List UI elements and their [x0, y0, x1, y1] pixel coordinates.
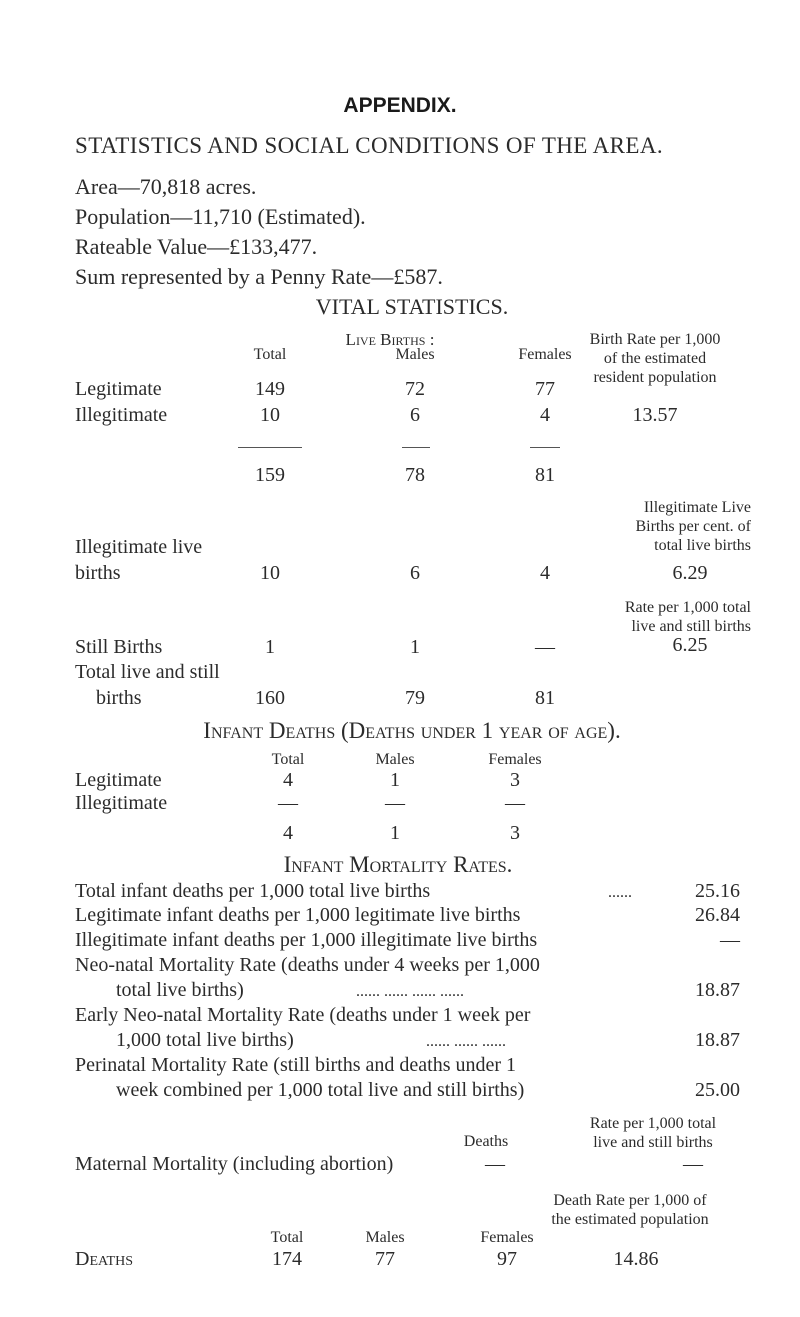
mortality-value-1: 25.16 [695, 880, 740, 902]
infant-col-males: Males [375, 751, 415, 768]
infant-deaths-heading: Infant Deaths (Deaths under 1 year of age). [203, 718, 621, 743]
total-live-still-total: 160 [255, 687, 285, 709]
leader-dots: ...... [608, 884, 632, 901]
mortality-item-1: Total infant deaths per 1,000 total live births [75, 880, 431, 902]
illegit-live-females: 4 [540, 562, 550, 584]
area-line: Area—70,818 acres. [75, 174, 257, 199]
deaths-males: 77 [375, 1248, 395, 1270]
infant-illegitimate-males: — [385, 792, 405, 814]
maternal-deaths-value: — [485, 1153, 505, 1175]
mortality-item-5-cont: 1,000 total live births) [116, 1029, 294, 1051]
legitimate-total: 149 [255, 378, 285, 400]
legitimate-label: Legitimate [75, 378, 162, 400]
mortality-value-6: 25.00 [695, 1079, 740, 1101]
total-live-still-females: 81 [535, 687, 555, 709]
population-line: Population—11,710 (Estimated). [75, 204, 366, 229]
deaths-total: 174 [272, 1248, 302, 1270]
infant-illegitimate-total: — [278, 792, 298, 814]
deaths-label: Deaths [75, 1248, 134, 1270]
mortality-item-6: Perinatal Mortality Rate (still births and deaths under 1 [75, 1054, 517, 1076]
col-total: Total [253, 346, 287, 363]
illegit-live-males: 6 [410, 562, 420, 584]
infant-col-total: Total [271, 751, 305, 768]
live-births-label: Live Births : [345, 330, 435, 349]
divider [402, 447, 430, 448]
illegitimate-males: 6 [410, 404, 420, 426]
mortality-value-4: 18.87 [695, 979, 740, 1001]
mortality-item-3: Illegitimate infant deaths per 1,000 illegitimate live births [75, 929, 538, 951]
infant-males-total: 1 [390, 822, 400, 844]
maternal-mortality-label: Maternal Mortality (including abortion) [75, 1153, 394, 1175]
infant-legitimate-label: Legitimate [75, 769, 162, 791]
maternal-deaths-label: Deaths [463, 1133, 509, 1150]
illegit-pct-value: 6.29 [672, 562, 708, 584]
infant-col-females: Females [488, 751, 542, 768]
still-births-females: — [535, 636, 555, 658]
infant-females-total: 3 [510, 822, 520, 844]
infant-illegitimate-females: — [505, 792, 525, 814]
deaths-females: 97 [497, 1248, 517, 1270]
maternal-rate-value: — [683, 1153, 703, 1175]
illegit-live-label-1: Illegitimate live [75, 536, 203, 558]
mortality-item-6-cont: week combined per 1,000 total live and still births) [116, 1079, 525, 1101]
birth-rate-label: Birth Rate per 1,000 of the estimated resident population [589, 331, 721, 386]
mortality-heading: Infant Mortality Rates. [283, 852, 513, 877]
illegitimate-total: 10 [260, 404, 280, 426]
births-males-total: 78 [405, 464, 425, 486]
mortality-item-4: Neo-natal Mortality Rate (deaths under 4 weeks per 1,000 [75, 954, 540, 976]
death-rate-value: 14.86 [613, 1248, 659, 1270]
mortality-value-5: 18.87 [695, 1029, 740, 1051]
leader-dots: ...... ...... ...... [426, 1033, 506, 1050]
legitimate-females: 77 [535, 378, 555, 400]
still-rate-value: 6.25 [672, 634, 708, 656]
infant-legitimate-males: 1 [390, 769, 400, 791]
page-title: STATISTICS AND SOCIAL CONDITIONS OF THE AREA. [75, 133, 664, 158]
infant-total: 4 [283, 822, 293, 844]
mortality-item-5: Early Neo-natal Mortality Rate (deaths under 1 week per [75, 1004, 531, 1026]
total-live-still-label-2: births [96, 687, 142, 709]
appendix-heading: APPENDIX. [343, 94, 457, 117]
still-births-total: 1 [265, 636, 275, 658]
illegit-live-total: 10 [260, 562, 280, 584]
illegitimate-label: Illegitimate [75, 404, 168, 426]
col-females: Females [518, 346, 572, 363]
legitimate-males: 72 [405, 378, 425, 400]
mortality-item-2: Legitimate infant deaths per 1,000 legitimate live births [75, 904, 521, 926]
births-females-total: 81 [535, 464, 555, 486]
illegitimate-females: 4 [540, 404, 550, 426]
deaths-col-males: Males [365, 1229, 405, 1246]
illegit-pct-label: Illegitimate Live Births per cent. of total live births [635, 499, 751, 554]
births-total: 159 [255, 464, 285, 486]
infant-illegitimate-label: Illegitimate [75, 792, 168, 814]
birth-rate-value: 13.57 [632, 404, 678, 426]
col-males: Males [395, 346, 435, 363]
mortality-value-2: 26.84 [695, 904, 740, 926]
divider [238, 447, 302, 448]
infant-legitimate-total: 4 [283, 769, 293, 791]
still-births-males: 1 [410, 636, 420, 658]
leader-dots: ...... ...... ...... ...... [356, 983, 464, 1000]
penny-rate-line: Sum represented by a Penny Rate—£587. [75, 264, 443, 289]
infant-legitimate-females: 3 [510, 769, 520, 791]
deaths-col-total: Total [270, 1229, 304, 1246]
illegit-live-label-2: births [75, 562, 121, 584]
maternal-rate-label: Rate per 1,000 total live and still births [589, 1115, 717, 1151]
mortality-item-4-cont: total live births) [116, 979, 244, 1001]
total-live-still-males: 79 [405, 687, 425, 709]
vital-statistics-heading: VITAL STATISTICS. [315, 294, 509, 319]
total-live-still-label-1: Total live and still [75, 661, 220, 683]
rateable-value-line: Rateable Value—£133,477. [75, 234, 318, 259]
death-rate-label: Death Rate per 1,000 of the estimated population [551, 1192, 709, 1228]
still-births-label: Still Births [75, 636, 163, 658]
mortality-value-3: — [720, 929, 740, 951]
deaths-col-females: Females [480, 1229, 534, 1246]
still-rate-label: Rate per 1,000 total live and still births [624, 599, 751, 635]
divider [530, 447, 560, 448]
